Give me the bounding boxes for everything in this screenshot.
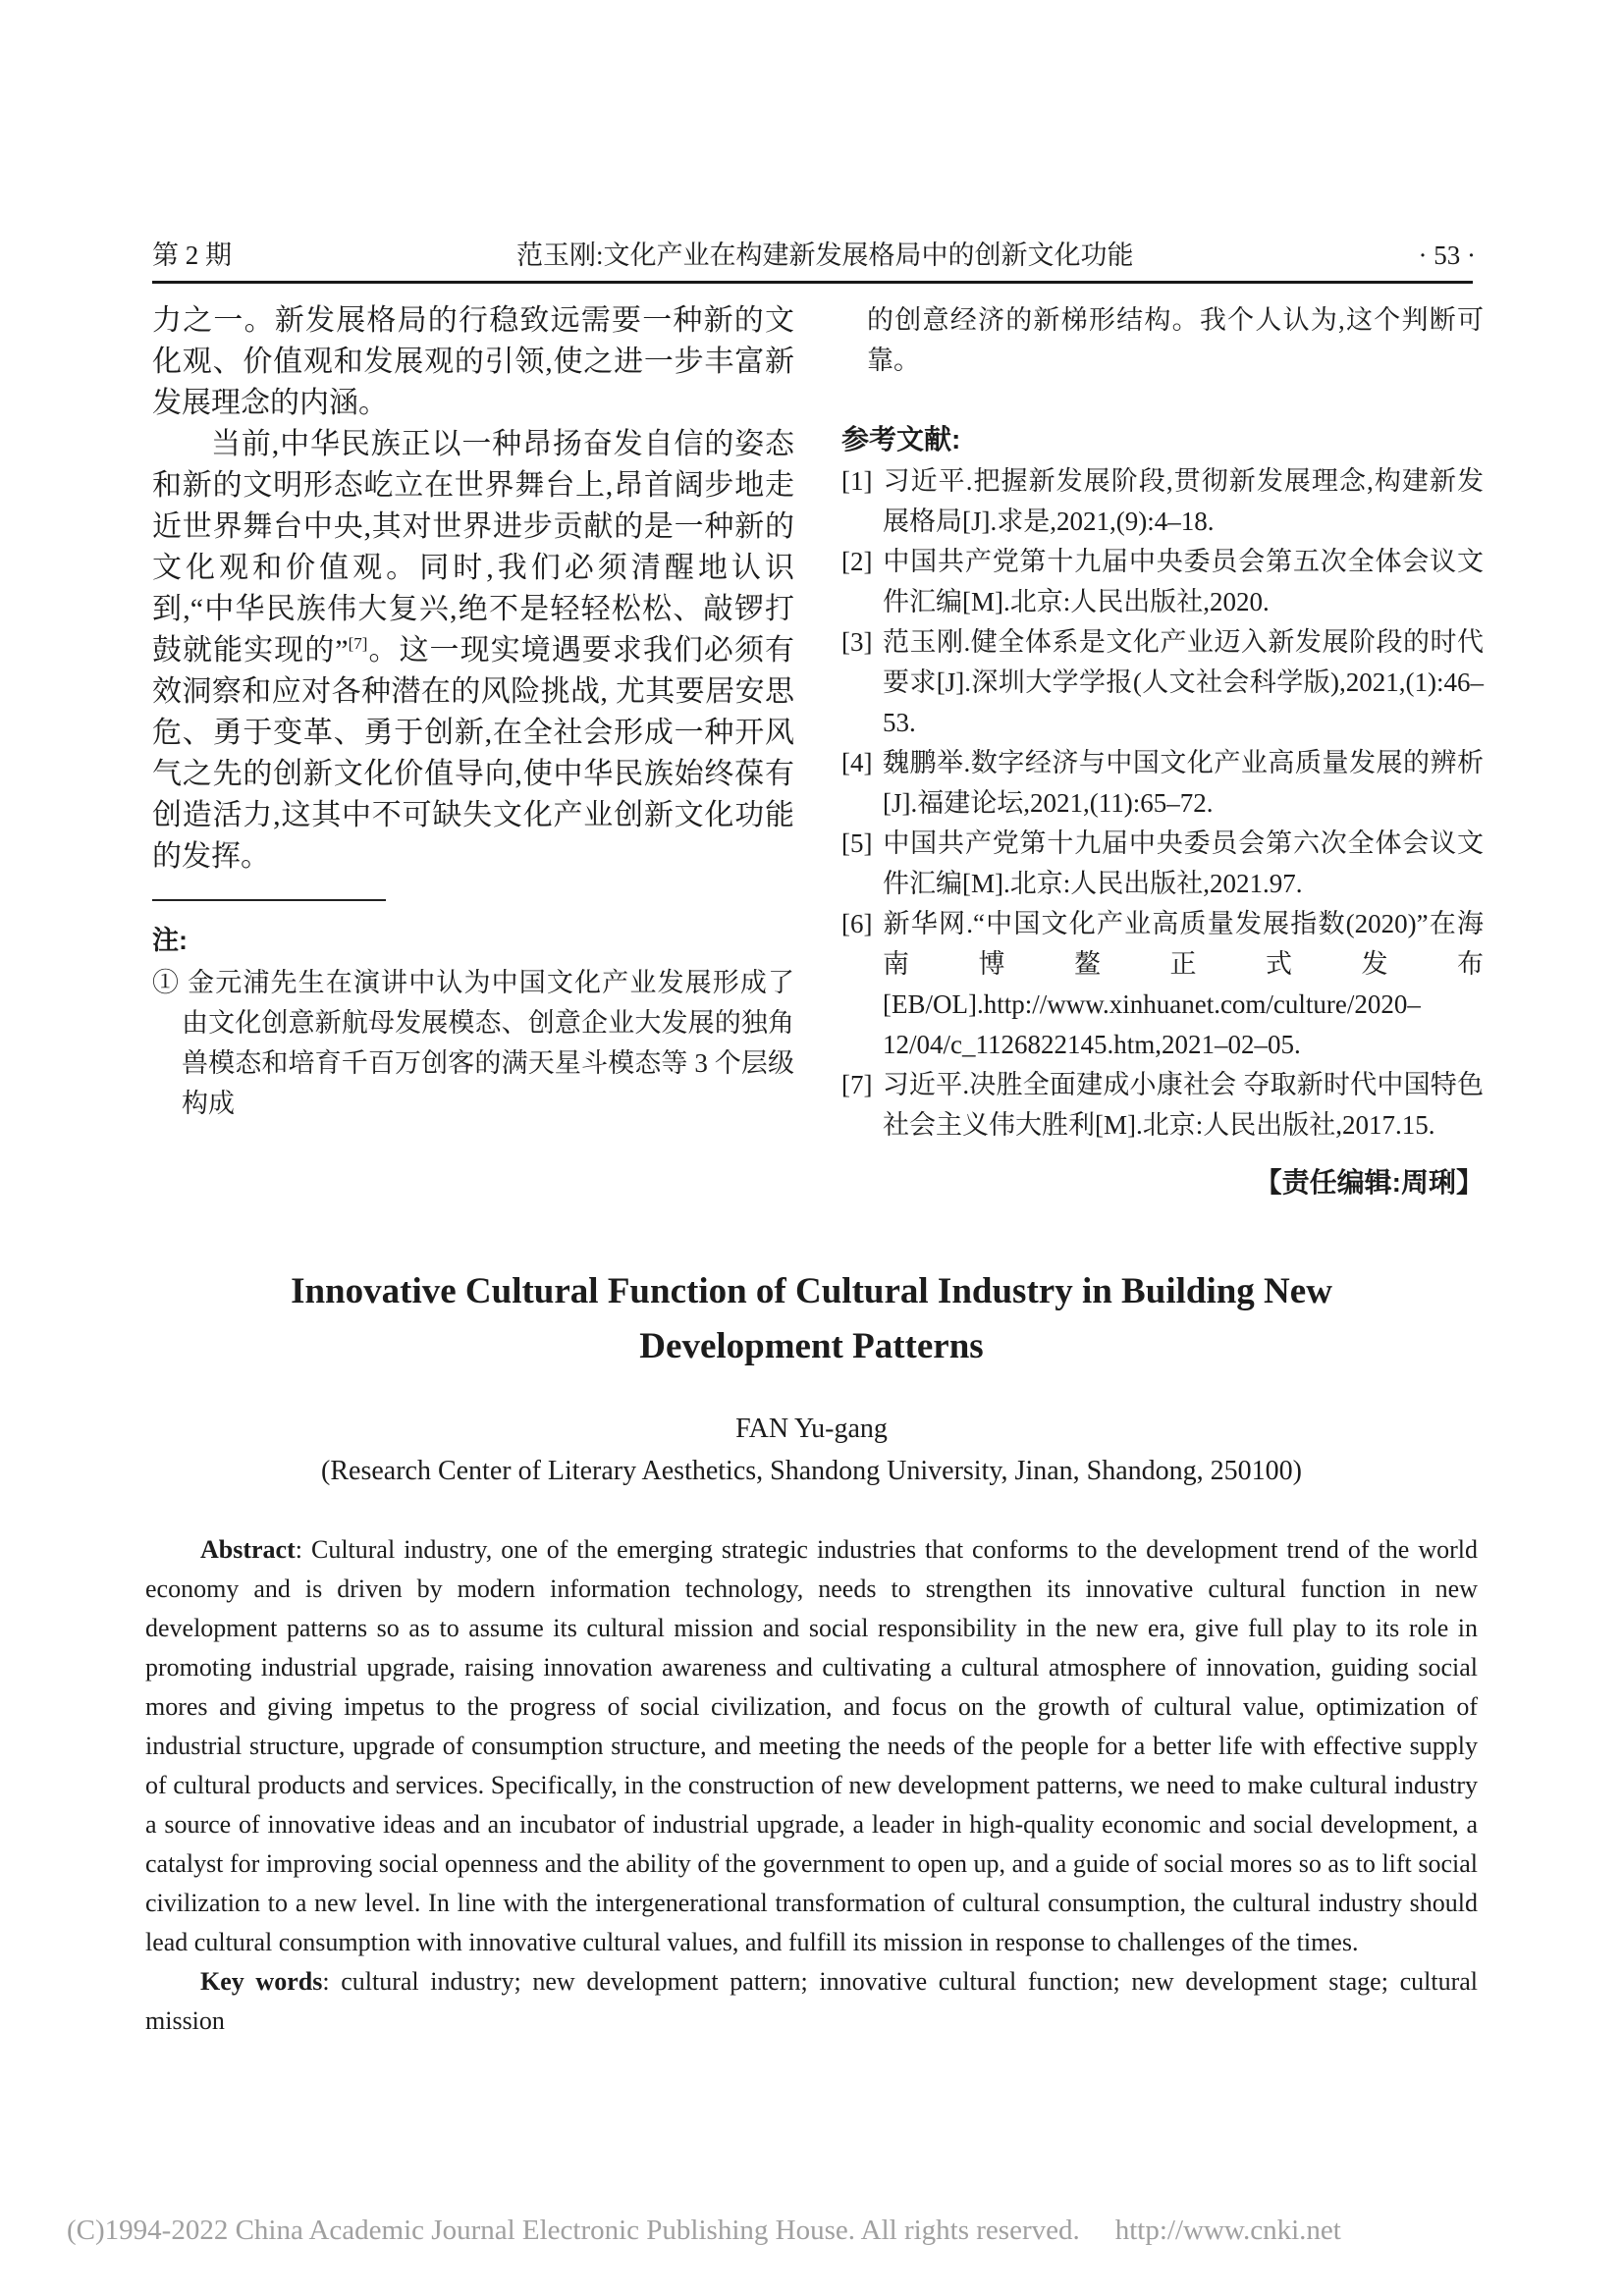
author-name: FAN Yu-gang — [735, 1414, 888, 1444]
english-title — [145, 1264, 1478, 1374]
right-column — [841, 300, 1484, 1201]
english-section — [145, 1264, 1478, 2041]
issue-label: 第 2 期 — [152, 240, 232, 270]
citation-superscript: [7] — [348, 634, 368, 653]
keywords-text: : cultural industry; new development pattern; innovative cultural function; new development stage; cultural mission — [145, 1967, 1478, 2035]
page-number: · 53 · — [1418, 240, 1476, 270]
english-title-line: Development Patterns — [639, 1326, 984, 1366]
reference-text: 习近平.把握新发展阶段,贯彻新发展理念,构建新发展格局[J].求是,2021,(9):4–18. — [882, 466, 1484, 536]
reference-marker: [2] — [841, 547, 873, 576]
reference-item — [841, 1065, 1484, 1146]
references-list — [841, 461, 1484, 1146]
footnote-divider — [152, 899, 386, 901]
reference-item — [841, 461, 1484, 542]
left-column — [152, 300, 794, 1201]
reference-item — [841, 824, 1484, 904]
footnote-text: 金元浦先生在演讲中认为中国文化产业发展形成了由文化创意新航母发展模态、创意企业大发展的独角兽模态和培育千百万创客的满天星斗模态等 3 个层级构成 — [182, 968, 795, 1118]
article-body — [152, 300, 1484, 1201]
abstract-text: : Cultural industry, one of the emerging strategic industries that conforms to the development trend of the world economy and is driven by modern information technology, needs to strengthen its innovative cultural function in new development patterns so as to assume its cultural mission and social responsibility in the new era, give full play to its role in promoting industrial upgrade, raising innovation awareness and cultivating a cultural atmosphere of innovation, guiding social mores and giving impetus to the progress of social civilization, and focus on the growth of cultural value, optimization of industrial structure, upgrade of consumption structure, and meeting the needs of the people for a better life with effective supply of cultural products and services. Specifically, in the construction of new development patterns, we need to make cultural industry a source of innovative ideas and an incubator of industrial upgrade, a leader in high-quality economic and social development, a catalyst for improving social openness and the ability of the government to open up, and a guide of social mores so as to lift social civilization to a new level. In line with the intergenerational transformation of cultural consumption, the cultural industry should lead cultural consumption with innovative cultural values, and fulfill its mission in response to challenges of the times. — [145, 1535, 1478, 1956]
reference-text: 魏鹏举.数字经济与中国文化产业高质量发展的辨析[J].福建论坛,2021,(11):65–72. — [882, 748, 1484, 818]
reference-item — [841, 542, 1484, 622]
paragraph-text: 。这一现实境遇要求我们必须有效洞察和应对各种潜在的风险挑战, 尤其要居安思危、勇于变革、勇于创新,在全社会形成一种开风气之先的创新文化价值导向,使中华民族始终葆有创造活力,这其中不可缺失文化产业创新文化功能的发挥。 — [152, 634, 794, 873]
reference-item — [841, 904, 1484, 1065]
references-heading: 参考文献: — [841, 424, 961, 454]
paragraph-text: 当前,中华民族正以一种昂扬奋发自信的姿态和新的文明形态屹立在世界舞台上,昂首阔步地走近世界舞台中央,其对世界进步贡献的是一种新的文化观和价值观。同时,我们必须清醒地认识到,“中华民族伟大复兴,绝不是轻轻松松、敲锣打鼓就能实现的” — [152, 428, 794, 667]
body-paragraph — [152, 424, 794, 878]
reference-text: 新华网.“中国文化产业高质量发展指数(2020)”在海南博鳌正式发布[EB/OL].http://www.xinhuanet.com/culture/2020–12/04/c_1126822145.htm,2021–02–05. — [882, 909, 1484, 1059]
reference-marker: [6] — [841, 909, 873, 938]
abstract-label: Abstract — [200, 1535, 296, 1564]
reference-text: 习近平.决胜全面建成小康社会 夺取新时代中国特色社会主义伟大胜利[M].北京:人民出版社,2017.15. — [882, 1070, 1484, 1140]
reference-marker: [3] — [841, 627, 873, 657]
copyright-text: (C)1994-2022 China Academic Journal Electronic Publishing House. All rights reserved. — [67, 2215, 1080, 2246]
footer-url: http://www.cnki.net — [1114, 2215, 1341, 2246]
reference-item — [841, 622, 1484, 743]
reference-marker: [1] — [841, 466, 873, 496]
running-title: 范玉刚:文化产业在构建新发展格局中的创新文化功能 — [516, 240, 1134, 270]
header-rule — [152, 281, 1473, 284]
notes-heading: 注: — [152, 926, 188, 955]
reference-text: 范玉刚.健全体系是文化产业迈入新发展阶段的时代要求[J].深圳大学学报(人文社会科学版),2021,(1):46–53. — [882, 627, 1484, 737]
reference-text: 中国共产党第十九届中央委员会第五次全体会议文件汇编[M].北京:人民出版社,2020. — [882, 547, 1484, 616]
reference-marker: [5] — [841, 828, 873, 858]
copyright-footer — [67, 2215, 1341, 2247]
editor-note: 【责任编辑:周琍】 — [1254, 1167, 1484, 1198]
keywords-label: Key words — [200, 1967, 323, 1996]
reference-item — [841, 743, 1484, 824]
reference-text: 中国共产党第十九届中央委员会第六次全体会议文件汇编[M].北京:人民出版社,2021.97. — [882, 828, 1484, 898]
keywords-paragraph — [145, 1962, 1478, 2041]
reference-marker: [4] — [841, 748, 873, 777]
english-title-line: Innovative Cultural Function of Cultural Industry in Building New — [291, 1271, 1332, 1311]
page-header — [152, 234, 1476, 272]
abstract-paragraph — [145, 1530, 1478, 1962]
footnote — [152, 963, 794, 1124]
footnote-continuation: 的创意经济的新梯形结构。我个人认为,这个判断可靠。 — [867, 305, 1484, 375]
author-affiliation: (Research Center of Literary Aesthetics, Shandong University, Jinan, Shandong, 250100) — [321, 1456, 1302, 1486]
reference-marker: [7] — [841, 1070, 873, 1099]
body-paragraph-continuation: 力之一。新发展格局的行稳致远需要一种新的文化观、价值观和发展观的引领,使之进一步丰富新发展理念的内涵。 — [152, 304, 794, 419]
footnote-marker: ① — [152, 968, 181, 997]
